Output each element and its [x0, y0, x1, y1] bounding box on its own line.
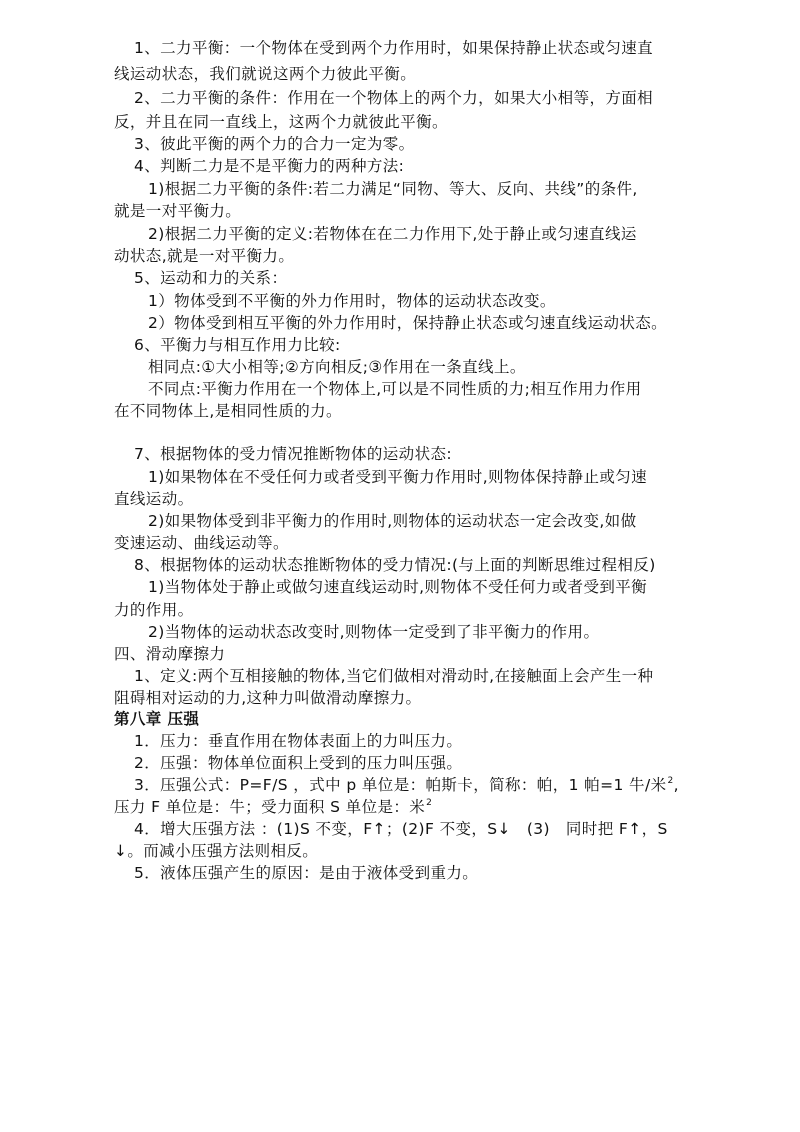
text-line: 2）物体受到相互平衡的外力作用时，保持静止状态或匀速直线运动状态。 [148, 314, 668, 332]
text-line: 4、判断二力是不是平衡力的两种方法: [134, 157, 405, 175]
text-line: 2)如果物体受到非平衡力的作用时,则物体的运动状态一定会改变,如做 [148, 512, 637, 530]
text-line: 1)当物体处于静止或做匀速直线运动时,则物体不受任何力或者受到平衡 [148, 578, 648, 596]
text-line: 1．压力：垂直作用在物体表面上的力叫压力。 [134, 732, 463, 750]
text-line: ↓。而减小压强方法则相反。 [114, 842, 319, 860]
section-heading: 四、滑动摩擦力 [114, 645, 226, 663]
text-line: 1、定义:两个互相接触的物体,当它们做相对滑动时,在接触面上会产生一种 [134, 667, 654, 685]
text-line: 线运动状态，我们就说这两个力彼此平衡。 [114, 65, 417, 83]
text-line: 2)当物体的运动状态改变时,则物体一定受到了非平衡力的作用。 [148, 623, 600, 641]
text-line: 力的作用。 [114, 601, 194, 619]
formula-text: 3．压强公式：P=F/S ，式中 p 单位是：帕斯卡，简称：帕，1 帕=1 牛/米 [134, 776, 667, 794]
text-line: 5、运动和力的关系： [134, 269, 288, 287]
text-line: 5．液体压强产生的原因：是由于液体受到重力。 [134, 864, 479, 882]
text-line: 4．增大压强方法 ：(1)S 不变，F↑；(2)F 不变，S↓ (3) 同时把 F↑，S [134, 820, 668, 838]
text-line: 3、彼此平衡的两个力的合力一定为零。 [134, 135, 415, 153]
text-line: 2)根据二力平衡的定义:若物体在在二力作用下,处于静止或匀速直线运 [148, 225, 637, 243]
chapter-heading: 第八章 压强 [114, 710, 200, 728]
superscript-comma: , [673, 776, 679, 794]
text-line: 变速运动、曲线运动等。 [114, 534, 289, 552]
text-line: 1)根据二力平衡的条件:若二力满足“同物、等大、反向、共线”的条件, [148, 180, 638, 198]
text-line: 8、根据物体的运动状态推断物体的受力情况:(与上面的判断思维过程相反) [134, 556, 656, 574]
text-line: 反，并且在同一直线上，这两个力就彼此平衡。 [114, 113, 448, 131]
text-line: 相同点:①大小相等;②方向相反;③作用在一条直线上。 [148, 358, 526, 376]
text-line: 1、二力平衡：一个物体在受到两个力作用时，如果保持静止状态或匀速直 [134, 39, 654, 57]
text-line: 1）物体受到不平衡的外力作用时，物体的运动状态改变。 [148, 292, 556, 310]
text-line: 动状态,就是一对平衡力。 [114, 247, 295, 265]
text-line: 在不同物体上,是相同性质的力。 [114, 402, 342, 420]
text-line: 7、根据物体的受力情况推断物体的运动状态: [134, 445, 452, 463]
text-line: 直线运动。 [114, 490, 194, 508]
superscript: 2 [667, 776, 674, 786]
text-line: 阻碍相对运动的力,这种力叫做滑动摩擦力。 [114, 689, 422, 707]
text-line: 不同点:平衡力作用在一个物体上,可以是不同性质的力;相互作用力作用 [148, 380, 642, 398]
superscript: 2 [426, 798, 433, 808]
text-line: 2、二力平衡的条件：作用在一个物体上的两个力，如果大小相等，方面相 [134, 89, 654, 107]
text-line: 2．压强：物体单位面积上受到的压力叫压强。 [134, 754, 463, 772]
text-line: 6、平衡力与相互作用力比较: [134, 336, 341, 354]
text-line: 就是一对平衡力。 [114, 202, 242, 220]
unit-text: 压力 F 单位是：牛；受力面积 S 单位是：米 [114, 798, 426, 816]
text-line: 1)如果物体在不受任何力或者受到平衡力作用时,则物体保持静止或匀速 [148, 468, 648, 486]
